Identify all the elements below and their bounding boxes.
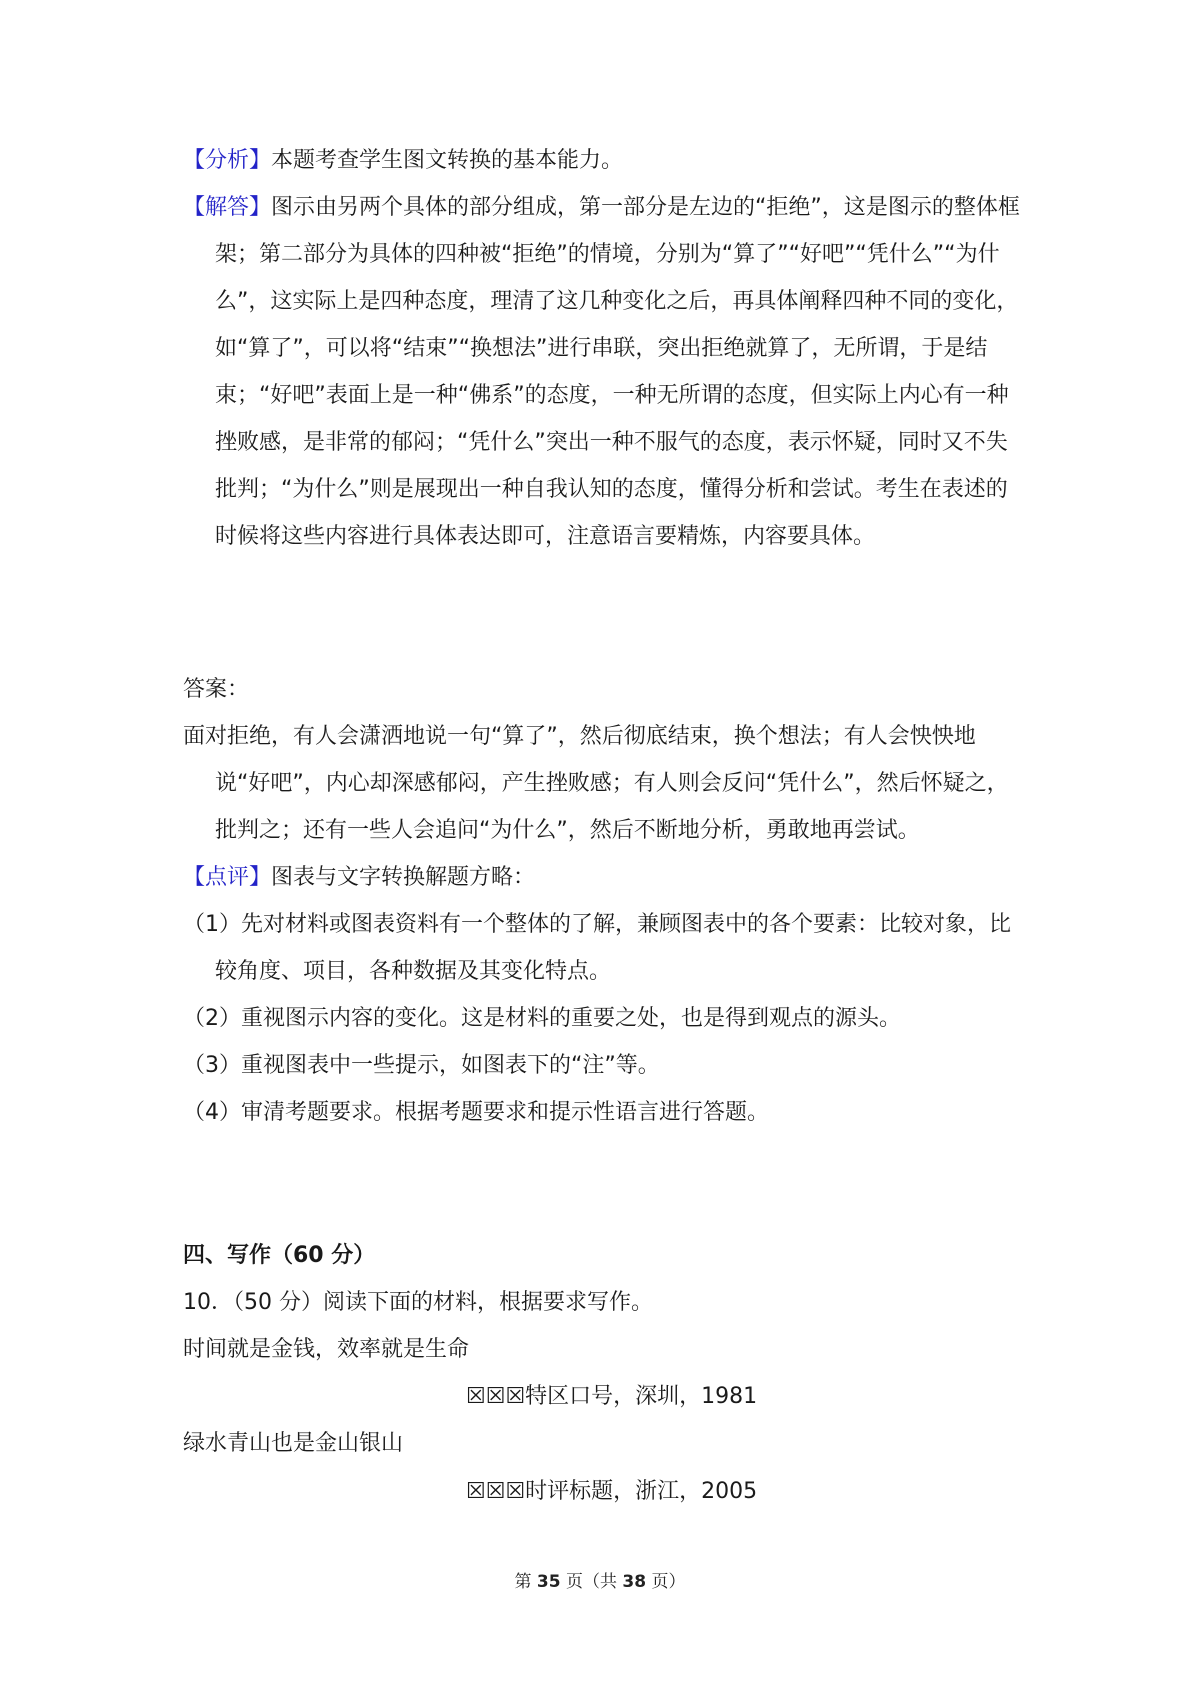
footer-prefix: 第 xyxy=(514,1572,537,1592)
writing-section xyxy=(183,1232,1023,1373)
material-source: ☒☒☒特区口号，深圳，1981 xyxy=(466,1384,758,1409)
footer-page-number: 35 xyxy=(536,1572,561,1592)
material-quote-block xyxy=(183,1420,1023,1467)
answer-section xyxy=(183,666,1023,1136)
comment-item: （2）重视图示内容的变化。这是材料的重要之处，也是得到观点的源头。 xyxy=(183,1006,901,1031)
material-quote: 时间就是金钱，效率就是生命 xyxy=(183,1337,470,1362)
comment-tag: 【点评】 xyxy=(183,865,272,890)
material-source: ☒☒☒时评标题，浙江，2005 xyxy=(466,1479,758,1504)
material-quote: 绿水青山也是金山银山 xyxy=(183,1431,404,1456)
question-text: 10．（50 分）阅读下面的材料，根据要求写作。 xyxy=(183,1290,653,1315)
comment-item: （1）先对材料或图表资料有一个整体的了解，兼顾图表中的各个要素：比较对象，比较角度、项目，各种数据及其变化特点。 xyxy=(183,912,1011,984)
comment-paragraph xyxy=(183,854,1023,901)
solution-text: 图示由另两个具体的部分组成，第一部分是左边的“拒绝”，这是图示的整体框架；第二部分为具体的四种被“拒绝”的情境，分别为“算了”“好吧”“凭什么”“为什么”，这实际上是四种态度，理清了这几种变化之后，再具体阐释四种不同的变化，如“算了”，可以将“结束”“换想法”进行串联，突出拒绝就算了，无所谓，于是结束；“好吧”表面上是一种“佛系”的态度，一种无所谓的态度，但实际上内心有一种挫败感，是非常的郁闷；“凭什么”突出一种不服气的态度，表示怀疑，同时又不失批判；“为什么”则是展现出一种自我认知的态度，懂得分析和尝试。考生在表述的时候将这些内容进行具体表达即可，注意语言要精炼，内容要具体。 xyxy=(215,195,1020,549)
comment-item: （3）重视图表中一些提示，如图表下的“注”等。 xyxy=(183,1053,660,1078)
footer-total-pages: 38 xyxy=(622,1572,647,1592)
comment-item: （4）审清考题要求。根据考题要求和提示性语言进行答题。 xyxy=(183,1100,769,1125)
analysis-paragraph xyxy=(183,137,1023,184)
footer-middle: 页（共 xyxy=(560,1572,623,1592)
page-footer xyxy=(0,1570,1200,1594)
answer-label: 答案： xyxy=(183,677,250,702)
analysis-tag: 【分析】 xyxy=(183,148,272,173)
analysis-text: 本题考查学生图文转换的基本能力。 xyxy=(271,148,624,173)
material-source-block xyxy=(0,1468,1200,1515)
section-title: 四、写作（60 分） xyxy=(183,1243,376,1268)
solution-paragraph xyxy=(183,184,1023,560)
comment-text: 图表与文字转换解题方略： xyxy=(271,865,536,890)
analysis-section xyxy=(183,137,1023,560)
material-source-block xyxy=(0,1373,1200,1420)
footer-suffix: 页） xyxy=(646,1572,686,1592)
answer-text: 面对拒绝，有人会潇洒地说一句“算了”，然后彻底结束，换个想法；有人会怏怏地说“好吧”，内心却深感郁闷，产生挫败感；有人则会反问“凭什么”，然后怀疑之，批判之；还有一些人会追问“为什么”，然后不断地分析，勇敢地再尝试。 xyxy=(183,724,1009,843)
solution-tag: 【解答】 xyxy=(183,195,272,220)
